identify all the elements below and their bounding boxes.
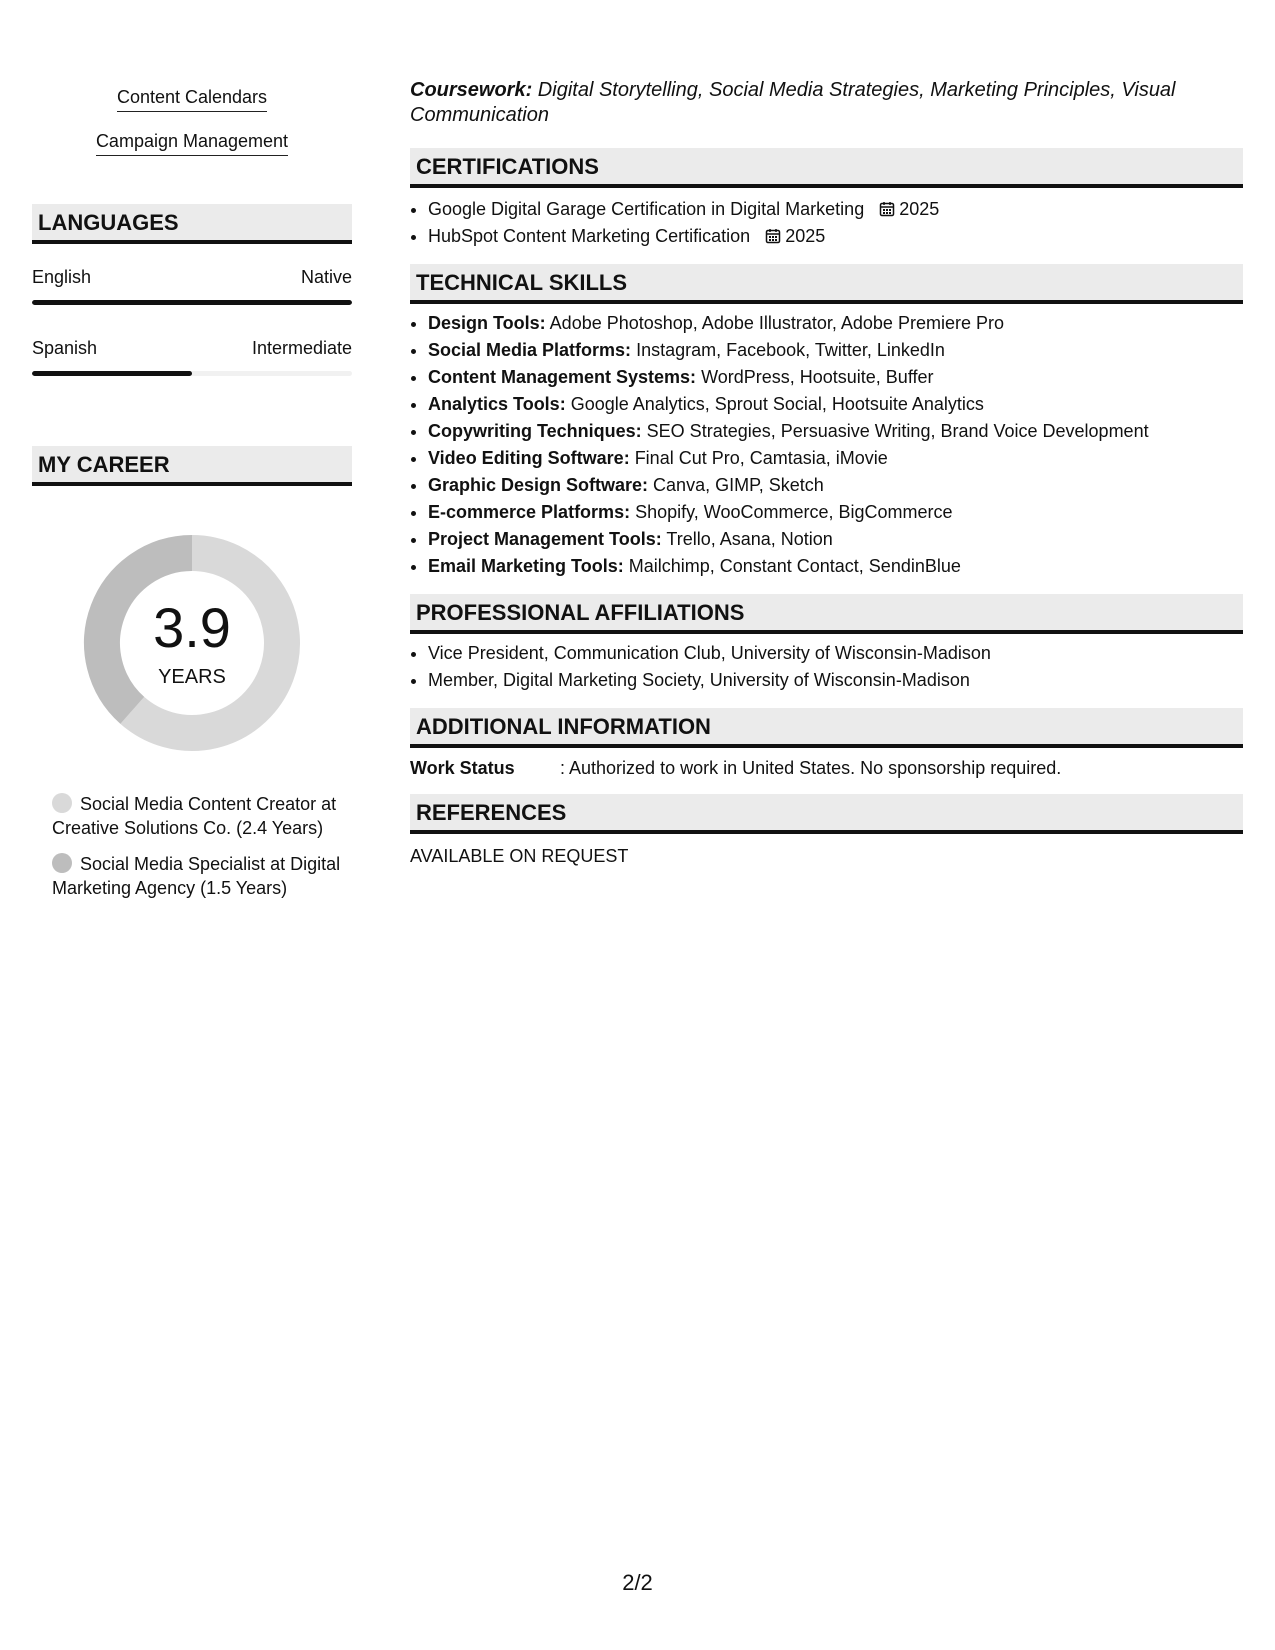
- language-item: [32, 266, 352, 305]
- language-proficiency-bar: [32, 300, 352, 305]
- technical-skill-item: [428, 499, 1243, 526]
- skill-values: Canva, GIMP, Sketch: [648, 475, 824, 495]
- work-status-label: Work Status: [410, 758, 515, 778]
- references-heading: REFERENCES: [410, 794, 1243, 834]
- coursework-text: Digital Storytelling, Social Media Strategies, Marketing Principles, Visual Communication: [410, 79, 1176, 126]
- certifications-heading: CERTIFICATIONS: [410, 148, 1243, 188]
- references-text: AVAILABLE ON REQUEST: [410, 846, 629, 866]
- calendar-icon: [765, 228, 781, 244]
- right-column: [410, 78, 1243, 868]
- language-item: [32, 337, 352, 376]
- certification-item: [428, 223, 1243, 250]
- career-item: [52, 792, 342, 840]
- skill-category: Project Management Tools:: [428, 529, 662, 549]
- skill-category: Email Marketing Tools:: [428, 556, 624, 576]
- career-legend-dot: [52, 793, 72, 813]
- skill-values: Shopify, WooCommerce, BigCommerce: [630, 502, 953, 522]
- technical-skills-list: [410, 310, 1243, 580]
- additional-info-heading: ADDITIONAL INFORMATION: [410, 708, 1243, 748]
- skill-category: E-commerce Platforms:: [428, 502, 631, 522]
- technical-skill-item: [428, 418, 1243, 445]
- certification-year: 2025: [899, 199, 940, 219]
- certification-name: HubSpot Content Marketing Certification: [428, 226, 751, 246]
- skill-tag: Content Calendars: [117, 86, 267, 112]
- languages-heading: LANGUAGES: [32, 204, 352, 244]
- career-total-unit: YEARS: [158, 666, 226, 688]
- page-number: 2/2: [622, 1570, 653, 1595]
- skill-category: Content Management Systems:: [428, 367, 697, 387]
- career-legend-dot: [52, 853, 72, 873]
- career-heading: MY CAREER: [32, 446, 352, 486]
- skill-category: Copywriting Techniques:: [428, 421, 642, 441]
- skill-category: Video Editing Software:: [428, 448, 630, 468]
- technical-skills-heading: TECHNICAL SKILLS: [410, 264, 1243, 304]
- technical-skill-item: [428, 445, 1243, 472]
- language-name: English: [32, 267, 92, 287]
- certification-year: 2025: [785, 226, 826, 246]
- coursework-label: Coursework:: [410, 79, 533, 101]
- career-item-label: Social Media Specialist at Digital Marketing Agency (1.5 Years): [52, 854, 341, 898]
- skill-values: WordPress, Hootsuite, Buffer: [696, 367, 934, 387]
- language-level: Intermediate: [251, 338, 352, 358]
- skill-category: Design Tools:: [428, 313, 546, 333]
- career-item-label: Social Media Content Creator at Creative Solutions Co. (2.4 Years): [52, 794, 337, 838]
- career-donut-chart: [77, 528, 307, 758]
- skill-values: SEO Strategies, Persuasive Writing, Brand Voice Development: [641, 421, 1149, 441]
- skill-category: Analytics Tools:: [428, 394, 566, 414]
- language-level: Native: [300, 267, 352, 287]
- skill-category: Social Media Platforms:: [428, 340, 632, 360]
- language-proficiency-bar: [32, 371, 352, 376]
- technical-skill-item: [428, 553, 1243, 580]
- technical-skill-item: [428, 391, 1243, 418]
- skill-values: Adobe Photoshop, Adobe Illustrator, Adobe Premiere Pro: [545, 313, 1004, 333]
- language-name: Spanish: [32, 338, 98, 358]
- technical-skill-item: [428, 364, 1243, 391]
- coursework: [410, 78, 1243, 128]
- career-total-years: 3.9: [153, 596, 231, 659]
- language-proficiency-fill: [32, 371, 192, 376]
- affiliation-item: • Member, Digital Marketing Society, University of Wisconsin-Madison: [428, 667, 1243, 694]
- career-item: [52, 852, 342, 900]
- technical-skill-item: [428, 472, 1243, 499]
- work-status-value: : Authorized to work in United States. No sponsorship required.: [560, 758, 1062, 778]
- affiliation-item: • Vice President, Communication Club, University of Wisconsin-Madison: [428, 640, 1243, 667]
- technical-skill-item: [428, 310, 1243, 337]
- skill-values: Mailchimp, Constant Contact, SendinBlue: [623, 556, 961, 576]
- affiliations-heading: PROFESSIONAL AFFILIATIONS: [410, 594, 1243, 634]
- calendar-icon: [879, 201, 895, 217]
- technical-skill-item: [428, 337, 1243, 364]
- language-proficiency-fill: [32, 300, 352, 305]
- technical-skill-item: [428, 526, 1243, 553]
- certification-name: Google Digital Garage Certification in Digital Marketing: [428, 199, 865, 219]
- affiliations-list: [410, 640, 1243, 694]
- work-status-row: [410, 756, 1243, 780]
- left-column: [32, 86, 352, 912]
- skill-values: Trello, Asana, Notion: [661, 529, 833, 549]
- skill-category: Graphic Design Software:: [428, 475, 649, 495]
- skill-values: Instagram, Facebook, Twitter, LinkedIn: [631, 340, 945, 360]
- skill-values: Google Analytics, Sprout Social, Hootsuite Analytics: [565, 394, 984, 414]
- certification-item: [428, 196, 1243, 223]
- skill-tag: Campaign Management: [96, 130, 288, 156]
- skill-values: Final Cut Pro, Camtasia, iMovie: [629, 448, 888, 468]
- certifications-list: [410, 196, 1243, 250]
